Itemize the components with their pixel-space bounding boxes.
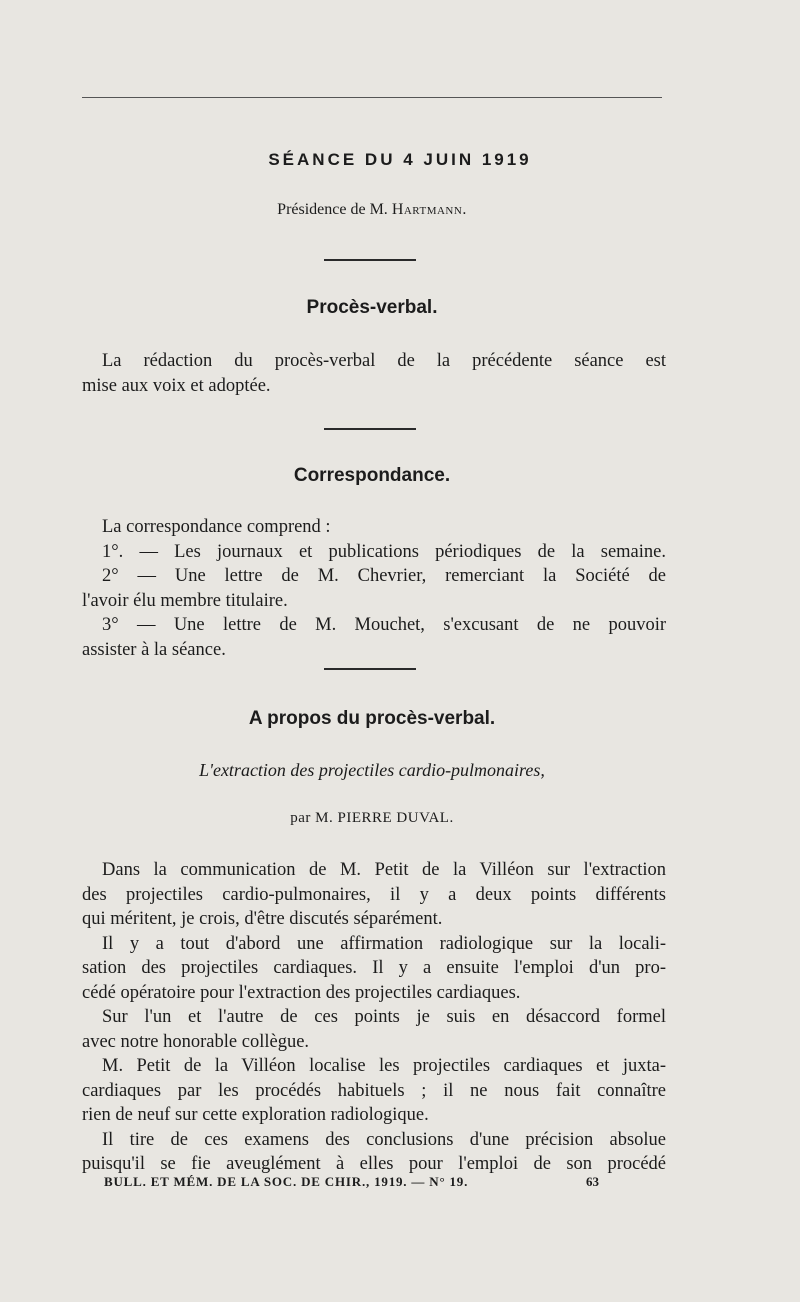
- proces-verbal-title: Procès-verbal.: [306, 297, 438, 318]
- proces-verbal-paragraph: [82, 349, 666, 398]
- text-line: Il y a tout d'abord une affirmation radiologique sur la locali-: [102, 933, 666, 954]
- journal-footer: BULL. ET MÉM. DE LA SOC. DE CHIR., 1919. — N° 19.: [104, 1174, 469, 1189]
- section-divider: [324, 428, 416, 430]
- text-line: La rédaction du procès-verbal de la précédente séance est: [102, 351, 666, 371]
- text-line: 2° — Une lettre de M. Chevrier, remerciant la Société de: [102, 566, 666, 586]
- text-line: M. Petit de la Villéon localise les projectiles cardiaques et juxta-: [102, 1056, 666, 1076]
- presidence-line: [0, 201, 744, 219]
- text-line: Il tire de ces examens des conclusions d'une précision absolue: [102, 1129, 666, 1150]
- page-number: 63: [586, 1174, 599, 1189]
- text-line: puisqu'il se fie aveuglément à elles pour l'emploi de son procédé: [82, 1154, 666, 1174]
- correspondance-title: Correspondance.: [293, 465, 451, 486]
- correspondance-paragraph: [82, 515, 666, 662]
- text-line: mise aux voix et adoptée.: [82, 375, 271, 396]
- text-line: 3° — Une lettre de M. Mouchet, s'excusant de ne pouvoir: [102, 615, 666, 635]
- text-line: l'avoir élu membre titulaire.: [82, 590, 288, 611]
- text-line: Sur l'un et l'autre de ces points je suis en désaccord formel: [102, 1007, 666, 1027]
- text-line: assister à la séance.: [82, 639, 226, 660]
- article-author: par M. PIERRE DUVAL.: [290, 810, 454, 826]
- text-line: cédé opératoire pour l'extraction des projectiles cardiaques.: [82, 982, 521, 1003]
- text-line: 1°. — Les journaux et publications périodiques de la semaine.: [102, 541, 666, 562]
- text-line: Dans la communication de M. Petit de la Villéon sur l'extraction: [102, 860, 666, 880]
- article-body: [82, 858, 666, 1177]
- text-line: cardiaques par les procédés habituels ; il ne nous fait connaître: [82, 1080, 666, 1101]
- text-line: La correspondance comprend :: [102, 517, 331, 537]
- article-subtitle: L'extraction des projectiles cardio-pulmonaires,: [199, 760, 545, 780]
- a-propos-title: A propos du procès-verbal.: [248, 708, 496, 729]
- text-line: avec notre honorable collègue.: [82, 1031, 310, 1052]
- section-divider: [324, 259, 416, 261]
- text-line: des projectiles cardio-pulmonaires, il y a deux points différents: [82, 884, 666, 905]
- section-divider: [324, 668, 416, 670]
- presidence-prefix: Présidence de M.: [277, 201, 392, 218]
- text-line: rien de neuf sur cette exploration radiologique.: [82, 1105, 429, 1125]
- seance-heading: SÉANCE DU 4 JUIN 1919: [268, 150, 532, 169]
- text-line: qui méritent, je crois, d'être discutés séparément.: [82, 909, 443, 929]
- text-line: sation des projectiles cardiaques. Il y a ensuite l'emploi d'un pro-: [82, 958, 666, 978]
- presidence-name: Hartmann.: [391, 201, 467, 218]
- top-rule: [82, 97, 662, 98]
